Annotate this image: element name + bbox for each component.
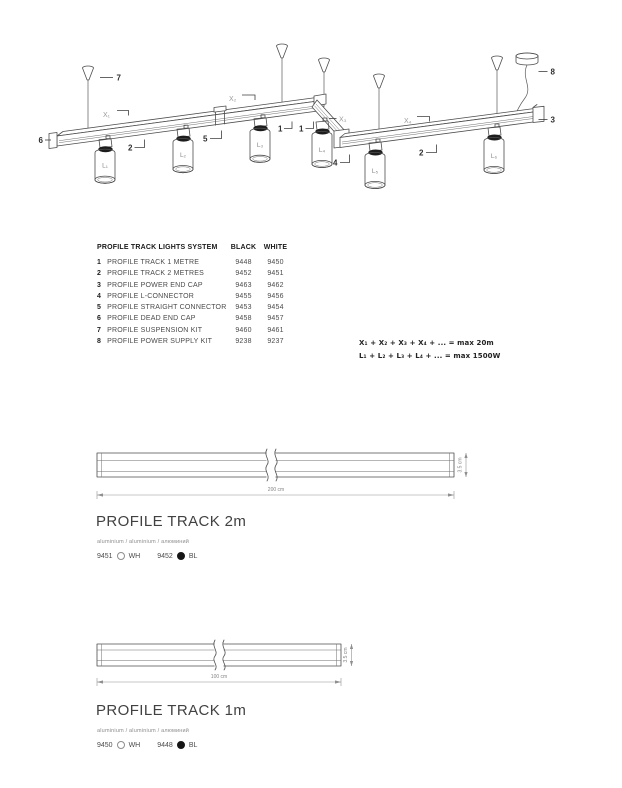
lamp-label: L₅ xyxy=(371,168,379,175)
code-value: 9451 xyxy=(97,552,113,560)
code-white: 9454 xyxy=(267,304,284,312)
row-number: 6 xyxy=(97,315,102,323)
lamp-label: L₁ xyxy=(102,162,108,170)
lamp-label: L₆ xyxy=(490,153,498,160)
callout-2: 2 xyxy=(128,143,133,153)
dead-end-cap-icon xyxy=(49,133,57,149)
part-name: PROFILE STRAIGHT CONNECTOR xyxy=(107,304,227,312)
column-white: WHITE xyxy=(263,244,288,251)
callout-4: 4 xyxy=(333,158,338,168)
code-value: 9452 xyxy=(157,552,173,560)
table-row xyxy=(97,336,292,347)
code-white: 9450 xyxy=(267,259,284,266)
spotlight-lamp xyxy=(250,115,270,163)
track-2m-drawing xyxy=(97,449,468,499)
length-dimension xyxy=(97,487,454,499)
code-white: 9237 xyxy=(267,338,284,346)
table-title: PROFILE TRACK LIGHTS SYSTEM xyxy=(97,244,218,251)
part-name: PROFILE SUSPENSION KIT xyxy=(107,326,203,334)
callout-2: 2 xyxy=(419,148,424,158)
spotlight-lamp xyxy=(365,139,385,189)
dimension-drawings xyxy=(0,440,622,710)
row-number: 8 xyxy=(97,338,102,346)
table-row xyxy=(97,268,292,279)
limit-formulas xyxy=(359,337,500,362)
row-number: 5 xyxy=(97,304,102,312)
black-swatch-icon xyxy=(177,552,185,560)
table-row xyxy=(97,257,292,268)
segment-label-x1: X₁ xyxy=(103,112,111,119)
code-black: 9460 xyxy=(235,326,252,334)
part-name: PROFILE L-CONNECTOR xyxy=(107,292,195,300)
callout-6: 6 xyxy=(38,136,43,145)
code-black: 9448 xyxy=(235,259,252,266)
code-value: 9450 xyxy=(97,741,113,749)
black-swatch-icon xyxy=(177,741,185,749)
segment-label-x2: X₂ xyxy=(229,96,237,103)
segment-label-x4: X₄ xyxy=(404,118,412,125)
spotlight-lamp xyxy=(484,124,504,174)
row-number: 1 xyxy=(97,259,102,266)
suspension-kit-icon xyxy=(83,44,503,131)
callout-8: 8 xyxy=(550,67,555,77)
code-white: 9456 xyxy=(267,292,284,300)
length-dimension-label: 100 cm xyxy=(210,674,228,680)
callout-5: 5 xyxy=(203,134,208,144)
finish-label: BL xyxy=(188,741,198,749)
product-title-1m: PROFILE TRACK 1m xyxy=(96,702,247,719)
finish-label: BL xyxy=(188,552,198,560)
table-row xyxy=(97,325,292,336)
parts-table-header xyxy=(97,244,292,251)
finish-label: WH xyxy=(128,741,141,749)
code-black: 9463 xyxy=(235,281,252,289)
lamp-label: L₃ xyxy=(256,141,264,149)
product-title-2m: PROFILE TRACK 2m xyxy=(96,513,247,530)
code-white: 9462 xyxy=(267,281,284,289)
callout-3: 3 xyxy=(550,115,555,125)
product-codes-2m xyxy=(97,552,197,560)
table-row xyxy=(97,302,292,313)
table-row xyxy=(97,313,292,324)
product-codes-1m xyxy=(97,741,197,749)
row-number: 7 xyxy=(97,326,102,334)
code-white: 9461 xyxy=(267,326,284,334)
finish-label: WH xyxy=(128,552,141,560)
code-black: 9453 xyxy=(235,304,252,312)
track-right xyxy=(340,108,542,148)
formula-length-limit: X₁ + X₂ + X₃ + X₄ + ... = max 20m xyxy=(359,339,494,347)
row-number: 3 xyxy=(97,281,102,289)
code-white: 9457 xyxy=(267,315,284,323)
callout-7: 7 xyxy=(116,73,121,83)
formula-power-limit: L₁ + L₂ + L₃ + L₄ + ... = max 1500W xyxy=(359,351,501,360)
part-name: PROFILE TRACK 2 METRES xyxy=(107,270,205,278)
height-dimension-label: 3.5 cm xyxy=(457,457,464,473)
code-white: 9451 xyxy=(267,270,284,278)
height-dimension-label: 3.5 cm xyxy=(343,647,349,663)
table-row xyxy=(97,291,292,302)
part-name: PROFILE TRACK 1 METRE xyxy=(107,259,200,266)
white-swatch-icon xyxy=(117,741,125,749)
system-diagram xyxy=(0,0,622,215)
parts-table xyxy=(97,244,292,347)
segment-label-x3: X₃ xyxy=(339,116,347,124)
code-value: 9448 xyxy=(157,741,173,749)
spotlight-lamp xyxy=(173,125,193,173)
callout-1: 1 xyxy=(299,124,304,134)
row-number: 4 xyxy=(97,292,102,300)
code-black: 9458 xyxy=(235,315,252,323)
part-name: PROFILE POWER END CAP xyxy=(107,281,203,289)
table-row xyxy=(97,280,292,291)
code-black: 9455 xyxy=(235,292,252,300)
lamp-label: L₄ xyxy=(318,147,326,154)
column-black: BLACK xyxy=(230,244,257,251)
part-name: PROFILE POWER SUPPLY KIT xyxy=(107,338,213,346)
spotlight-lamp xyxy=(95,136,115,184)
code-black: 9238 xyxy=(235,338,252,346)
length-dimension-label: 200 cm xyxy=(267,487,285,493)
code-black: 9452 xyxy=(235,270,252,278)
lamp-label: L₂ xyxy=(179,152,187,160)
white-swatch-icon xyxy=(117,552,125,560)
product-materials-2m: aluminium / aluminium / алюминий xyxy=(97,539,190,545)
part-name: PROFILE DEAD END CAP xyxy=(107,315,196,323)
length-dimension xyxy=(97,674,341,686)
callout-1: 1 xyxy=(278,124,283,134)
height-dimension xyxy=(343,644,353,666)
track-1m-drawing xyxy=(97,640,353,686)
product-materials-1m: aluminium / aluminium / алюминий xyxy=(97,728,190,734)
row-number: 2 xyxy=(97,270,102,278)
height-dimension xyxy=(458,453,468,477)
